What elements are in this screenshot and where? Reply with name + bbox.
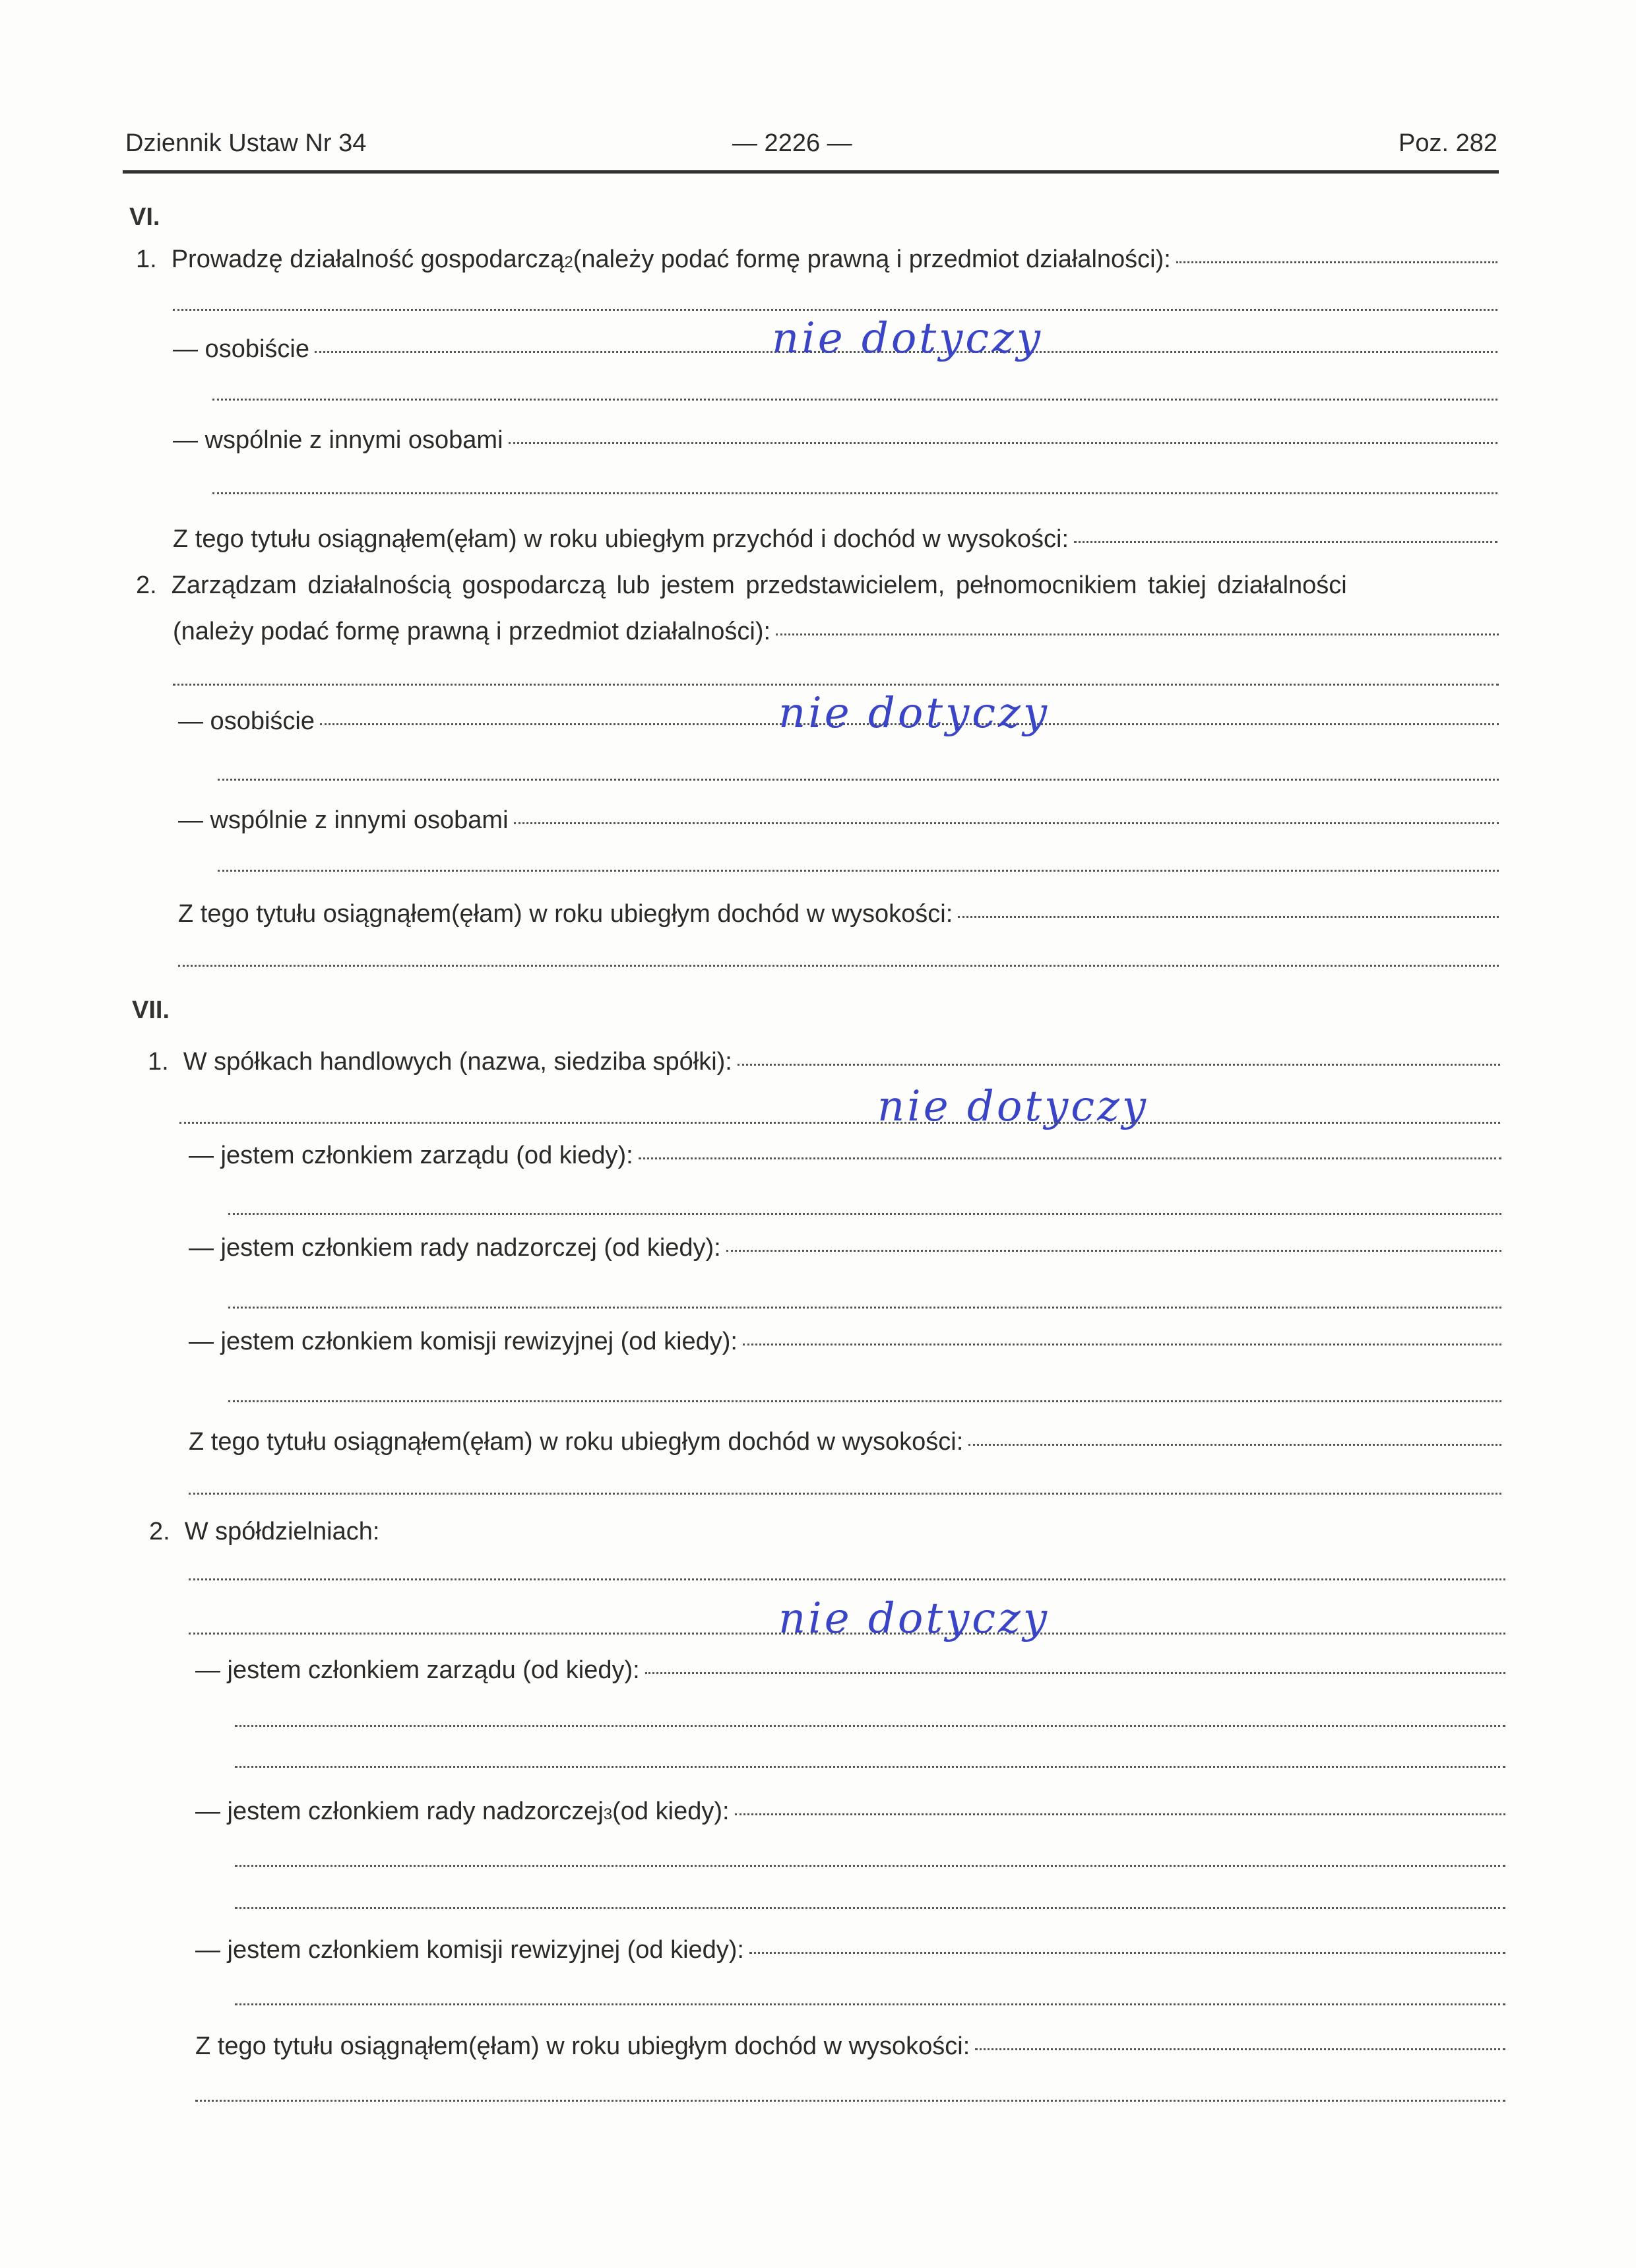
vii-item2-komisja — [195, 1936, 1505, 1964]
vii-item1-komisja — [189, 1328, 1501, 1356]
fill-line — [212, 399, 1497, 401]
fill-line — [179, 1122, 1500, 1124]
vi-item2-income — [178, 900, 1499, 928]
vi-item2-income-label: Z tego tytułu osiągnąłem(ęłam) w roku ubiegłym dochód w wysokości: — [178, 900, 953, 928]
vi-item2-handwritten: nie dotyczy — [778, 689, 1050, 738]
vii-item2-rada-footnote: 3 — [603, 1805, 613, 1823]
vi-item2-text-line2: (należy podać formę prawną i przedmiot działalności): — [173, 618, 771, 645]
fill-line — [195, 2100, 1505, 2102]
vii-item2-rada-after: (od kiedy): — [612, 1798, 730, 1825]
vii-item1-rada-label: — jestem członkiem rady nadzorczej (od kiedy): — [189, 1234, 721, 1262]
vi-item1-fill — [1176, 261, 1497, 263]
vi-item2-wspolnie-fill — [514, 822, 1499, 824]
vii-item2-income — [195, 2032, 1505, 2061]
vi-item1-wspolnie-fill — [509, 442, 1497, 444]
fill-line — [218, 779, 1499, 781]
vi-item1-footnote: 2 — [564, 253, 573, 271]
position-number: Poz. 282 — [1399, 129, 1497, 157]
vi-item1-wspolnie-label: — wspólnie z innymi osobami — [173, 426, 503, 454]
vii-item1-text: W spółkach handlowych (nazwa, siedziba spółki): — [183, 1048, 732, 1076]
vii-item1-komisja-label: — jestem członkiem komisji rewizyjnej (od kiedy): — [189, 1328, 738, 1355]
vi-item1-income-label: Z tego tytułu osiągnąłem(ęłam) w roku ubiegłym przychód i dochód w wysokości: — [173, 525, 1069, 553]
fill-line — [235, 1725, 1505, 1727]
vii-item2-intro — [149, 1518, 1501, 1546]
vii-item2-income-label: Z tego tytułu osiągnąłem(ęłam) w roku ubiegłym dochód w wysokości: — [195, 2032, 970, 2060]
fill-line — [173, 309, 1497, 311]
vi-item2-wspolnie-label: — wspólnie z innymi osobami — [178, 806, 509, 834]
vii-item1-income-fill — [968, 1444, 1501, 1446]
vi-item2-number: 2. — [136, 571, 157, 599]
vi-item1-osobiscie-label: — osobiście — [173, 335, 309, 363]
fill-line — [212, 492, 1497, 494]
vii-item2-text: W spółdzielniach: — [184, 1518, 380, 1545]
fill-line — [178, 965, 1499, 967]
vii-item2-rada-label: — jestem członkiem rady nadzorczej — [195, 1798, 604, 1825]
vi-item2-intro — [136, 571, 1499, 600]
vii-item2-handwritten: nie dotyczy — [778, 1594, 1050, 1643]
vi-item2-osobiscie-label: — osobiście — [178, 707, 315, 735]
vi-item2-income-fill — [958, 916, 1499, 918]
vi-item2-text-line1: Zarządzam działalnością gospodarczą lub jestem przedstawicielem, pełnomocnikiem takiej działalności — [171, 571, 1347, 599]
fill-line — [235, 1865, 1505, 1867]
vii-item2-rada-fill — [735, 1813, 1505, 1815]
vi-item1-intro — [136, 245, 1497, 274]
section-vi-title: VI. — [129, 203, 160, 231]
vii-item2-income-fill — [975, 2048, 1505, 2050]
fill-line — [228, 1213, 1501, 1215]
vi-item1-text-after: (należy podać formę prawną i przedmiot działalności): — [573, 245, 1171, 273]
vi-item2-intro-line2 — [173, 618, 1499, 646]
fill-line — [228, 1400, 1501, 1402]
vii-item1-fill — [738, 1064, 1500, 1066]
vi-item1-text: Prowadzę działalność gospodarczą — [171, 245, 565, 273]
fill-line — [189, 1493, 1501, 1495]
vi-item1-income-fill — [1074, 541, 1497, 543]
journal-title: Dziennik Ustaw Nr 34 — [125, 129, 367, 157]
vii-item1-income-label: Z tego tytułu osiągnąłem(ęłam) w roku ubiegłym dochód w wysokości: — [189, 1428, 964, 1456]
section-vii-title: VII. — [132, 996, 170, 1024]
fill-line — [228, 1307, 1501, 1309]
vii-item2-komisja-label: — jestem członkiem komisji rewizyjnej (od kiedy): — [195, 1936, 744, 1964]
vi-item1-income — [173, 525, 1497, 554]
vi-item1-number: 1. — [136, 245, 157, 273]
fill-line — [218, 870, 1499, 872]
vi-item1-wspolnie — [173, 426, 1497, 455]
fill-line — [189, 1578, 1505, 1580]
vii-item2-zarzad-fill — [645, 1672, 1505, 1674]
vi-item2-fill — [776, 633, 1499, 635]
vii-item1-rada-fill — [726, 1250, 1501, 1252]
vii-item1-handwritten: nie dotyczy — [877, 1082, 1148, 1131]
fill-line — [235, 2003, 1505, 2005]
vii-item1-intro — [148, 1048, 1500, 1076]
vii-item2-number: 2. — [149, 1518, 170, 1545]
vii-item1-zarzad-fill — [639, 1157, 1501, 1159]
vi-item2-wspolnie — [178, 806, 1499, 835]
fill-line — [235, 1907, 1505, 1909]
vii-item2-zarzad-label: — jestem członkiem zarządu (od kiedy): — [195, 1656, 640, 1684]
vii-item1-number: 1. — [148, 1048, 169, 1076]
page-number: — 2226 — — [732, 129, 852, 157]
vii-item1-income — [189, 1428, 1501, 1456]
fill-line — [173, 684, 1499, 686]
page-header — [125, 129, 1497, 169]
vii-item2-rada — [195, 1798, 1505, 1826]
vii-item1-komisja-fill — [743, 1344, 1501, 1345]
vi-item1-handwritten: nie dotyczy — [772, 314, 1043, 363]
vii-item1-zarzad — [189, 1142, 1501, 1170]
vii-item2-komisja-fill — [749, 1952, 1505, 1954]
vii-item2-zarzad — [195, 1656, 1505, 1685]
vii-item1-zarzad-label: — jestem członkiem zarządu (od kiedy): — [189, 1142, 633, 1169]
fill-line — [235, 1766, 1505, 1768]
header-rule — [123, 170, 1499, 174]
vii-item1-rada — [189, 1234, 1501, 1262]
